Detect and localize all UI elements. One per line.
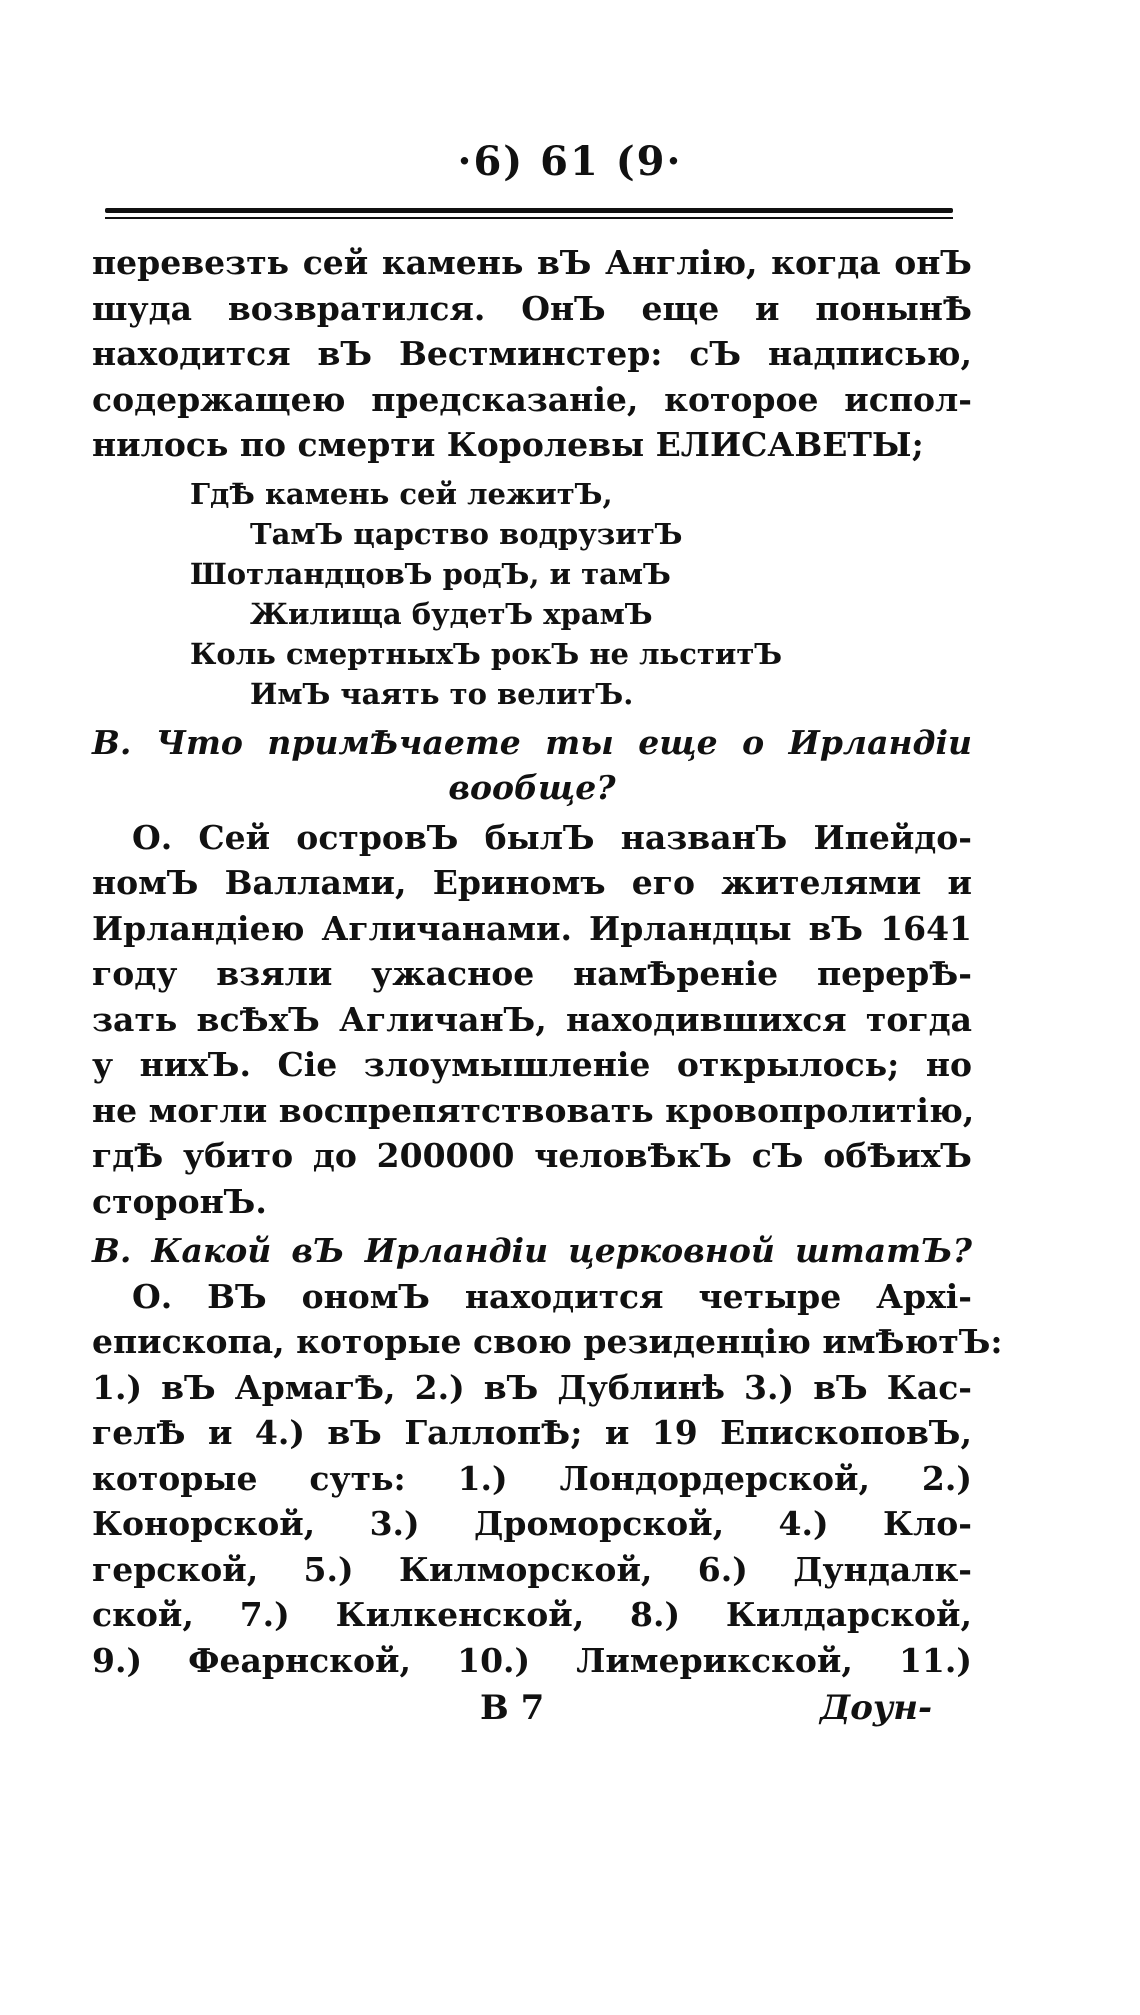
text-line: у нихЪ. Сіе злоумышленіе открылось; но [92,1045,972,1084]
question-1 [92,720,972,811]
text-line: которые суть: 1.) Лондордерской, 2.) [92,1458,972,1498]
text-line: О. Сей островЪ былЪ названЪ Ипейдо- [132,817,972,857]
page-body [92,240,1003,1683]
text-line: гелѢ и 4.) вЪ ГаллопѢ; и 19 ЕпископовЪ, [92,1413,972,1452]
verse-line: ШотландцовЪ родЪ, и тамЪ [190,556,671,591]
header-rule-thin [105,217,953,219]
verse-line: Коль смертныхЪ рокЪ не льститЪ [190,636,783,671]
verse-line: Жилища будетЪ храмЪ [250,596,653,631]
text-line: не могли воспрепятствовать кровопролитію, [92,1090,975,1130]
answer-1 [92,815,975,1225]
text-line: гдѢ убито до 200000 человѢкЪ сЪ обѢихЪ [92,1136,972,1175]
question-line: вообще? [448,768,616,807]
paragraph-intro [92,240,972,468]
text-line: 1.) вЪ АрмагѢ, 2.) вЪ Дублинѣ 3.) вЪ Кас- [92,1367,972,1407]
text-line: зать всѢхЪ АгличанЪ, находившихся тогда [92,999,972,1039]
signature-mark: B 7 [480,1688,545,1728]
text-line: Ирландіею Агличанами. Ирландцы вЪ 1641 [92,908,972,948]
text-line: году взяли ужасное намѢреніе перерѢ- [92,954,972,993]
text-line: епископа, которые свою резиденцію имѢютЪ: [92,1322,1003,1361]
text-line: находится вЪ Вестминстер: сЪ надписью, [92,334,972,373]
question-line: В. Какой вЪ Ирландіи церковной штатЪ? [92,1231,972,1270]
text-line: шуда возвратился. ОнЪ еще и понынѢ [92,288,972,328]
text-line: герской, 5.) Килморской, 6.) Дундалк- [92,1549,972,1589]
verse-block [92,474,972,714]
verse-line: ТамЪ царство водрузитЪ [250,516,683,551]
text-line: Конорской, 3.) Дроморской, 4.) Кло- [92,1504,972,1543]
verse-line: ГдѢ камень сей лежитЪ, [190,476,613,511]
text-line: нилось по смерти Королевы ЕЛИСАВЕТЫ; [92,425,924,464]
answer-2 [92,1274,1003,1684]
text-line: сторонЪ. [92,1181,267,1221]
question-line: В. Что примѢчаете ты еще о Ирландіи [92,722,972,762]
text-line: 9.) Феарнской, 10.) Лимерикской, 11.) [92,1640,972,1680]
text-line: О. ВЪ ономЪ находится четыре Архі- [132,1276,972,1316]
text-line: содержащею предсказаніе, которое испол- [92,379,972,419]
text-line: перевезть сей камень вЪ Англію, когда онЪ [92,243,972,282]
page-header [0,138,1140,185]
question-2 [92,1228,972,1274]
text-line: номЪ Валлами, Ериномъ его жителями и [92,863,972,902]
header-rule [105,208,953,213]
catchword: Доун- [820,1688,933,1728]
text-line: ской, 7.) Килкенской, 8.) Килдарской, [92,1595,972,1634]
verse-line: ИмЪ чаять то велитЪ. [250,676,634,711]
page-number: ·6) 61 (9· [457,138,683,185]
